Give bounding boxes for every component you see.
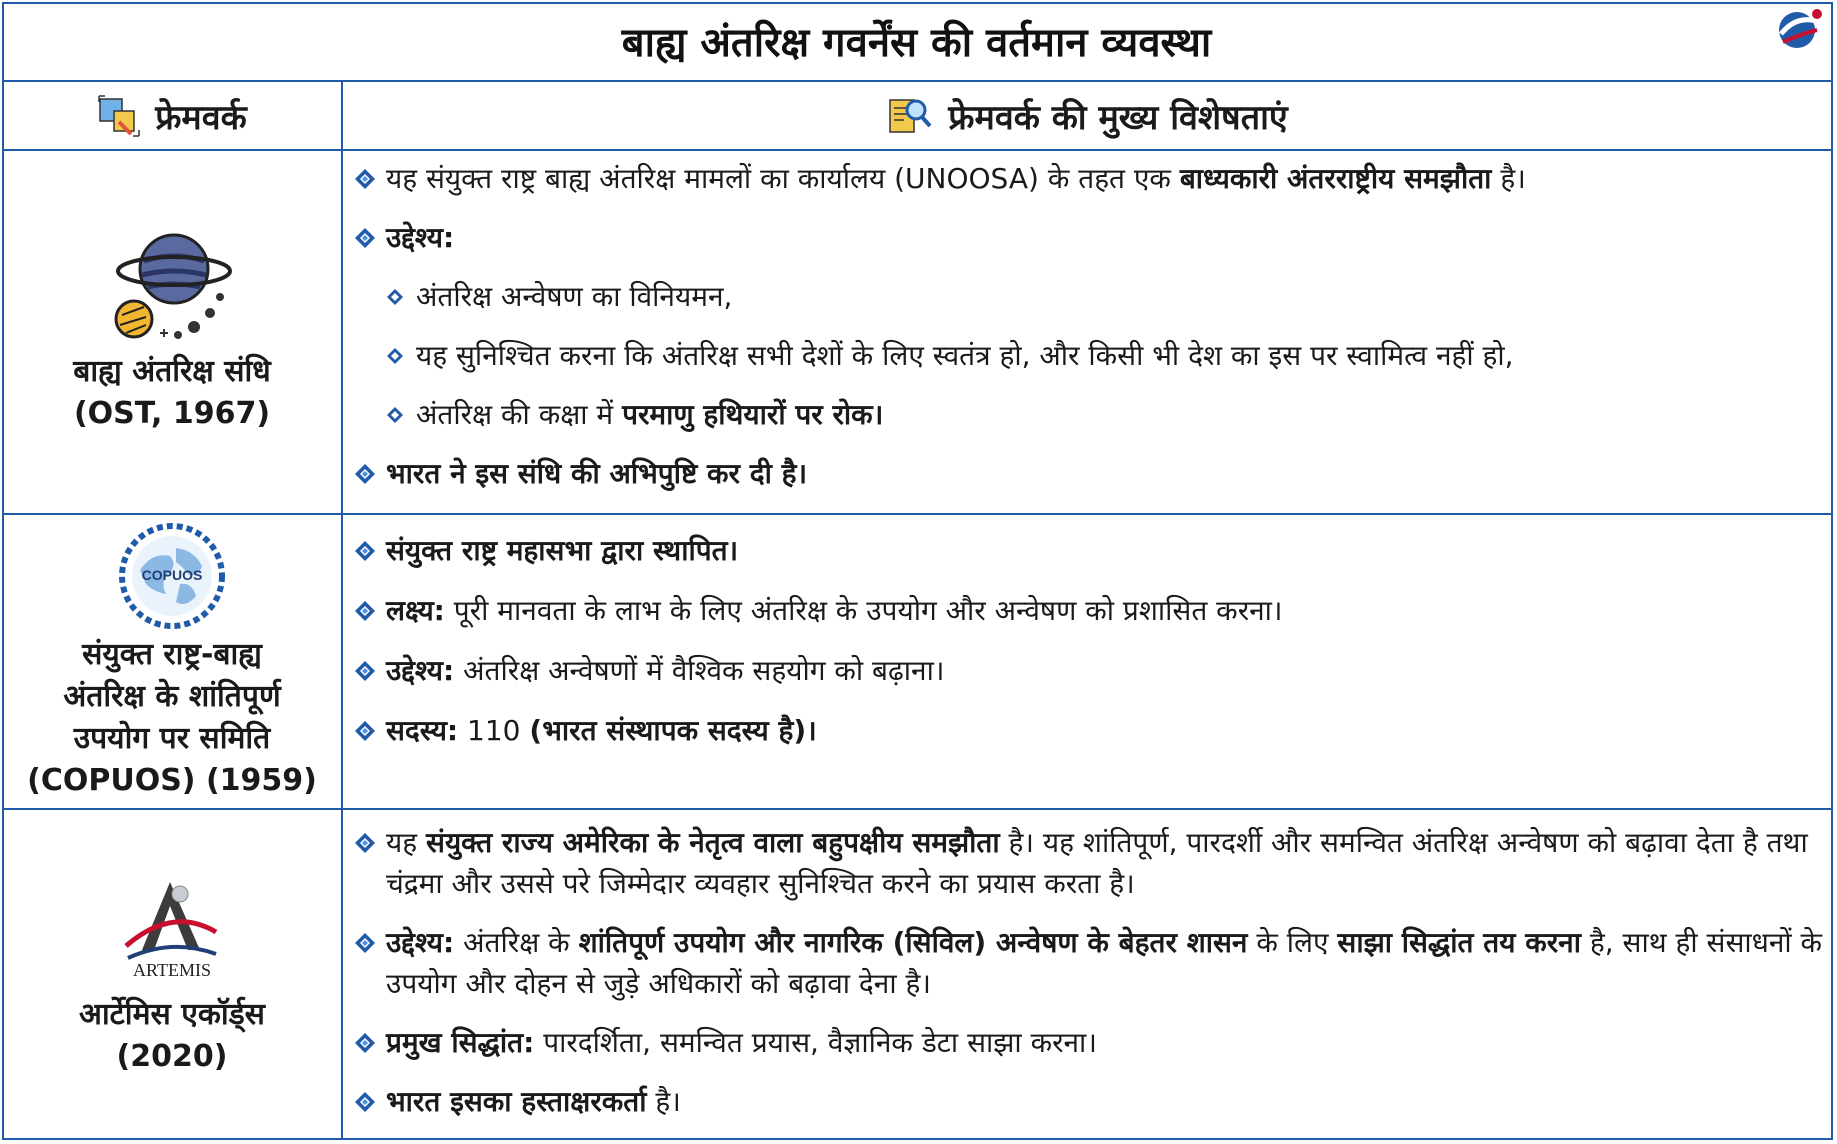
diamond-bullet-icon [354, 227, 376, 249]
features-ost [348, 158, 1826, 494]
diamond-bullet-icon [354, 168, 376, 190]
copuos-emblem-icon [118, 522, 226, 630]
diamond-bullet-icon [354, 1032, 376, 1054]
diamond-bullet-icon [354, 600, 376, 622]
diamond-outline-bullet-icon [386, 347, 404, 365]
list-item: उद्देश्य: अंतरिक्ष के शांतिपूर्ण उपयोग और नागरिक (सिविल) अन्वेषण के बेहतर शासन के लिए साझा सिद्धांत तय करना है, साथ ही संसाधनों के उपयोग और दोहन से जुड़े अधिकारों को बढ़ावा देना है। [348, 922, 1826, 1004]
divider [2, 808, 1833, 810]
diamond-bullet-icon [354, 1091, 376, 1113]
framework-name: अंतरिक्ष के शांतिपूर्ण [63, 679, 281, 714]
column-divider [341, 80, 343, 1140]
framework-year: (OST, 1967) [73, 396, 271, 431]
framework-icon [97, 94, 141, 138]
list-item: भारत ने इस संधि की अभिपुष्टि कर दी है। [348, 453, 1826, 494]
list-item: यह संयुक्त राष्ट्र बाह्य अंतरिक्ष मामलों का कार्यालय (UNOOSA) के तहत एक बाध्यकारी अंतरराष्ट्रीय समझौता है। [348, 158, 1826, 199]
list-item: सदस्य: 110 (भारत संस्थापक सदस्य है)। [348, 710, 1826, 751]
list-item: उद्देश्य: [348, 217, 1826, 258]
diamond-bullet-icon [354, 660, 376, 682]
list-item: भारत इसका हस्ताक्षरकर्ता है। [348, 1081, 1826, 1122]
document-search-icon [886, 94, 934, 138]
framework-ost [4, 160, 340, 500]
features-artemis [348, 822, 1826, 1122]
framework-year: (2020) [116, 1039, 228, 1074]
list-item: यह संयुक्त राज्य अमेरिका के नेतृत्व वाला बहुपक्षीय समझौता है। यह शांतिपूर्ण, पारदर्शी और समन्वित अंतरिक्ष अन्वेषण को बढ़ावा देता है तथा चंद्रमा और उससे परे जिम्मेदार व्यवहार सुनिश्चित करने का प्रयास करता है। [348, 822, 1826, 904]
features-copuos [348, 530, 1826, 751]
header-framework-label: फ्रेमवर्क [155, 98, 247, 138]
framework-name: आर्टेमिस एकॉर्ड्स [79, 997, 265, 1032]
brand-logo-icon [1775, 4, 1825, 54]
sub-list-item: यह सुनिश्चित करना कि अंतरिक्ष सभी देशों के लिए स्वतंत्र हो, और किसी भी देश का इस पर स्वामित्व नहीं हो, [348, 335, 1826, 376]
diamond-outline-bullet-icon [386, 406, 404, 424]
diamond-bullet-icon [354, 932, 376, 954]
header-features-label: फ्रेमवर्क की मुख्य विशेषताएं [948, 98, 1288, 138]
svg-text:ARTEMIS: ARTEMIS [133, 960, 211, 980]
page-title: बाह्य अंतरिक्ष गवर्नेंस की वर्तमान व्यवस्था [621, 19, 1212, 66]
list-item: उद्देश्य: अंतरिक्ष अन्वेषणों में वैश्विक सहयोग को बढ़ाना। [348, 650, 1826, 691]
framework-name: संयुक्त राष्ट्र-बाह्य [82, 637, 262, 672]
list-item: लक्ष्य: पूरी मानवता के लाभ के लिए अंतरिक्ष के उपयोग और अन्वेषण को प्रशासित करना। [348, 590, 1826, 631]
framework-name: बाह्य अंतरिक्ष संधि [73, 354, 271, 389]
sub-list-item: अंतरिक्ष अन्वेषण का विनियमन, [348, 276, 1826, 317]
diamond-outline-bullet-icon [386, 288, 404, 306]
diamond-bullet-icon [354, 720, 376, 742]
framework-name: उपयोग पर समिति [73, 721, 271, 756]
diamond-bullet-icon [354, 540, 376, 562]
header-features [343, 82, 1831, 150]
framework-year: (COPUOS) (1959) [27, 763, 317, 798]
list-item: संयुक्त राष्ट्र महासभा द्वारा स्थापित। [348, 530, 1826, 571]
list-item: प्रमुख सिद्धांत: पारदर्शिता, समन्वित प्रयास, वैज्ञानिक डेटा साझा करना। [348, 1022, 1826, 1063]
framework-copuos [4, 520, 340, 804]
divider [2, 149, 1833, 151]
header-framework [4, 82, 340, 150]
svg-text:COPUOS: COPUOS [141, 567, 203, 583]
sub-list-item: अंतरिक्ष की कक्षा में परमाणु हथियारों पर रोक। [348, 394, 1826, 435]
artemis-logo-icon [112, 872, 232, 982]
planet-icon [112, 225, 232, 345]
diamond-bullet-icon [354, 832, 376, 854]
divider [2, 513, 1833, 515]
diamond-bullet-icon [354, 463, 376, 485]
framework-artemis [4, 815, 340, 1135]
